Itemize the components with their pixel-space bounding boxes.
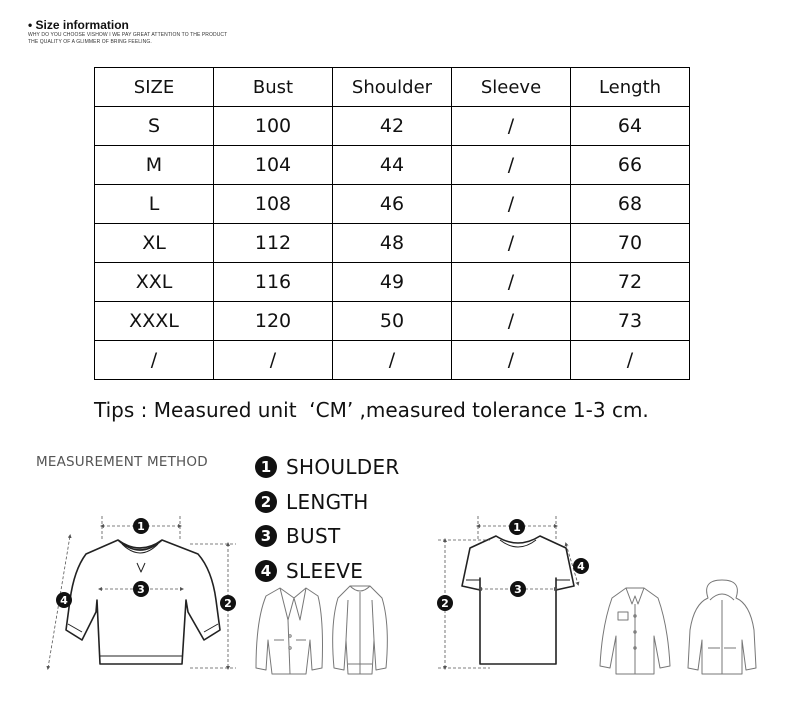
jacket-icon <box>333 586 388 674</box>
cell-length: 66 <box>571 146 690 185</box>
legend-label: SHOULDER <box>286 455 400 480</box>
marker-sleeve: 4 <box>577 560 585 573</box>
cell-size: S <box>95 107 214 146</box>
cell-size: XL <box>95 224 214 263</box>
hoodie-icon <box>688 580 756 674</box>
header-subtitle-1: WHY DO YOU CHOOSE VISHOW I WE PAY GREAT ATTENTION TO THE PRODUCT <box>28 32 228 38</box>
cell-size: M <box>95 146 214 185</box>
cell-size: / <box>95 341 214 380</box>
marker-bust: 3 <box>137 583 145 596</box>
measurement-method-label: MEASUREMENT METHOD <box>36 454 208 470</box>
header-length: Length <box>571 68 690 107</box>
cell-sleeve: / <box>452 107 571 146</box>
sweater-diagram-icon <box>66 540 220 664</box>
marker-length: 2 <box>224 597 232 610</box>
tshirt-diagram-icon <box>462 536 574 664</box>
legend-label: BUST <box>286 524 341 549</box>
sweater-marker-1 <box>133 518 149 534</box>
cell-bust: 116 <box>214 263 333 302</box>
header-title: • Size information <box>28 18 129 32</box>
header-shoulder: Shoulder <box>333 68 452 107</box>
cell-sleeve: / <box>452 185 571 224</box>
tshirt-marker-4 <box>573 558 589 574</box>
header-sleeve: Sleeve <box>452 68 571 107</box>
cell-sleeve: / <box>452 224 571 263</box>
cell-shoulder: 42 <box>333 107 452 146</box>
cell-shoulder: 49 <box>333 263 452 302</box>
marker-shoulder: 1 <box>137 520 145 533</box>
sweater-marker-3 <box>133 581 149 597</box>
marker-bust: 3 <box>514 583 522 596</box>
cell-bust: 120 <box>214 302 333 341</box>
header-subtitle-2: THE QUALITY OF A GLIMMER OF BRING FEELING. <box>28 39 152 45</box>
cell-shoulder: / <box>333 341 452 380</box>
cell-bust: 104 <box>214 146 333 185</box>
cell-length: / <box>571 341 690 380</box>
tshirt-marker-3 <box>510 581 526 597</box>
tshirt-marker-2 <box>437 595 453 611</box>
header-bust: Bust <box>214 68 333 107</box>
sweater-marker-2 <box>220 595 236 611</box>
number-1-icon: 1 <box>255 456 277 478</box>
header-size: SIZE <box>95 68 214 107</box>
cell-shoulder: 48 <box>333 224 452 263</box>
cell-sleeve: / <box>452 263 571 302</box>
sweater-marker-4 <box>56 592 72 608</box>
cell-length: 72 <box>571 263 690 302</box>
legend-label: SLEEVE <box>286 558 364 583</box>
cell-size: XXL <box>95 263 214 302</box>
marker-length: 2 <box>441 597 449 610</box>
number-3-icon: 3 <box>255 525 277 547</box>
cell-length: 64 <box>571 107 690 146</box>
marker-shoulder: 1 <box>513 521 521 534</box>
cell-length: 68 <box>571 185 690 224</box>
legend-label: LENGTH <box>286 489 369 514</box>
tshirt-marker-1 <box>509 519 525 535</box>
marker-sleeve: 4 <box>60 594 68 607</box>
cell-shoulder: 50 <box>333 302 452 341</box>
number-4-icon: 4 <box>255 560 277 582</box>
cell-size: XXXL <box>95 302 214 341</box>
cell-sleeve: / <box>452 302 571 341</box>
cell-sleeve: / <box>452 146 571 185</box>
cell-length: 73 <box>571 302 690 341</box>
tips-text: Tips : Measured unit ‘CM’ ,measured tolerance 1-3 cm. <box>94 398 649 422</box>
cell-shoulder: 46 <box>333 185 452 224</box>
number-2-icon: 2 <box>255 491 277 513</box>
tshirt-measure-lines <box>438 516 578 668</box>
shirt-icon <box>600 588 670 674</box>
cell-bust: 112 <box>214 224 333 263</box>
cell-shoulder: 44 <box>333 146 452 185</box>
cell-bust: / <box>214 341 333 380</box>
cell-size: L <box>95 185 214 224</box>
cell-sleeve: / <box>452 341 571 380</box>
blazer-icon <box>256 588 323 674</box>
cell-bust: 108 <box>214 185 333 224</box>
cell-bust: 100 <box>214 107 333 146</box>
cell-length: 70 <box>571 224 690 263</box>
